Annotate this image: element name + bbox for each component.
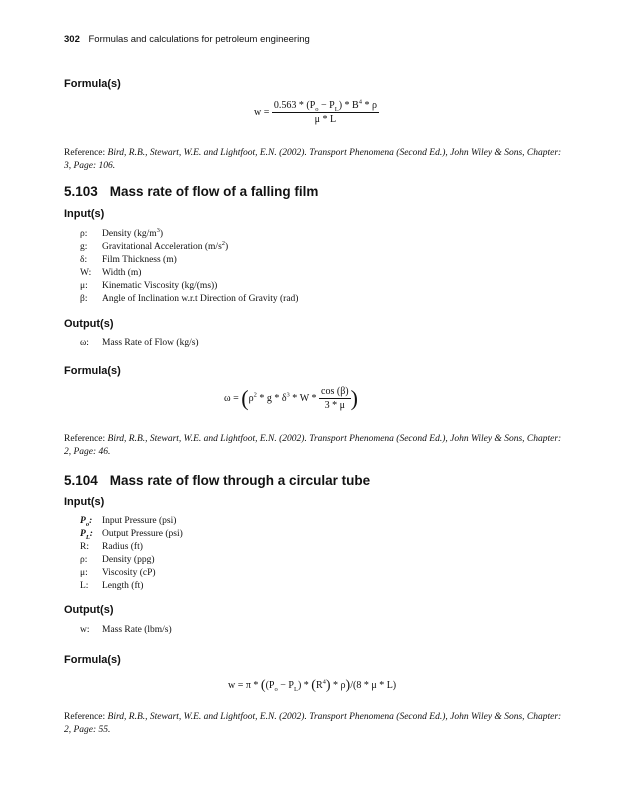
variable-description: Film Thickness (m) [102, 255, 177, 265]
formula-label: Formula(s) [64, 78, 121, 90]
list-item [80, 280, 298, 293]
variable-symbol: ρ: [80, 229, 88, 239]
list-item [80, 254, 298, 267]
list-item [80, 228, 298, 241]
list-item: w: Mass Rate (lbm/s) [80, 625, 172, 635]
variable-description: Radius (ft) [102, 542, 143, 552]
fraction [319, 386, 351, 411]
variable-symbol: W: [80, 268, 92, 278]
fraction [272, 100, 379, 125]
variable-symbol: δ: [80, 255, 88, 265]
reference: Reference: Bird, R.B., Stewart, W.E. and Lightfoot, E.N. (2002). Transport Phenomena (Second Ed.), John Wiley & Sons, Chapter: 2, Page: 55. [64, 712, 562, 735]
list-item [80, 567, 183, 580]
list-item [80, 554, 183, 567]
list-item [80, 293, 298, 306]
variable-description: Length (ft) [102, 581, 144, 591]
inputs-list [80, 515, 183, 593]
outputs-label: Output(s) [64, 604, 114, 616]
variable-symbol: L: [80, 581, 89, 591]
reference: Reference: Bird, R.B., Stewart, W.E. and Lightfoot, E.N. (2002). Transport Phenomena (Second Ed.), John Wiley & Sons, Chapter: 2, Page: 46. [64, 434, 562, 457]
variable-description: Width (m) [102, 268, 142, 278]
list-item [80, 515, 183, 528]
outputs-label: Output(s) [64, 318, 114, 330]
running-header [64, 34, 310, 45]
inputs-label: Input(s) [64, 208, 105, 220]
list-item [80, 267, 298, 280]
denominator: 3 * μ [324, 400, 346, 411]
variable-description: Density (ppg) [102, 555, 155, 565]
variable-description: Gravitational Acceleration $(m/s^2)$ [102, 239, 229, 252]
variable-symbol: $P_o$: [80, 516, 93, 528]
list-item: ω: Mass Rate of Flow (kg/s) [80, 338, 199, 348]
inputs-list [80, 228, 298, 306]
variable-symbol: ρ: [80, 555, 88, 565]
variable-symbol: $P_L$: [80, 529, 93, 541]
formula-falling-film: $\omega = (\rho^2 * g * \delta^3 * W$ * $\frac{\cos (\beta)}{3 * \mu}$ ) [224, 385, 358, 411]
variable-symbol: μ: [80, 281, 88, 291]
formula-label: Formula(s) [64, 654, 121, 666]
page-number: 302 [64, 34, 80, 45]
variable-symbol: β: [80, 294, 88, 304]
section-heading-5-104: 5.104 Mass rate of flow through a circular tube [64, 473, 371, 488]
variable-description: Angle of Inclination w.r.t Direction of Gravity (rad) [102, 294, 299, 304]
list-item [80, 541, 183, 554]
inputs-label: Input(s) [64, 496, 105, 508]
variable-description: Density $(kg/m^3)$ [102, 226, 164, 239]
variable-description: Kinematic Viscosity (kg/(ms)) [102, 281, 218, 291]
outputs-list [80, 337, 199, 350]
variable-symbol: g: [80, 242, 88, 252]
list-item [80, 528, 183, 541]
section-heading-5-103: 5.103 Mass rate of flow of a falling film [64, 184, 319, 199]
numerator: cos (β) [321, 386, 349, 397]
list-item [80, 580, 183, 593]
reference: Reference: Bird, R.B., Stewart, W.E. and Lightfoot, E.N. (2002). Transport Phenomena (Second Ed.), John Wiley & Sons, Chapter: 3, Page: 106. [64, 148, 562, 171]
outputs-list [80, 624, 172, 637]
variable-description: Input Pressure (psi) [102, 516, 177, 526]
formula-mass-rate-slit: w = $\frac{0.563 * (P_o - P_L) * B^4 * \rho}{\mu * L}$ [254, 98, 377, 125]
numerator: $0.563 * (P_o - P_L) * B^4 * \rho$ [273, 98, 377, 113]
variable-symbol: μ: [80, 568, 88, 578]
variable-description: Output Pressure (psi) [102, 529, 183, 539]
denominator: μ * L [314, 114, 337, 125]
list-item [80, 241, 298, 254]
formula-label: Formula(s) [64, 365, 121, 377]
variable-description: Viscosity (cP) [102, 568, 156, 578]
running-title: Formulas and calculations for petroleum engineering [88, 34, 310, 45]
formula-circular-tube: $w = \pi * ((P_o - P_L) * (R^4) * \rho)/(8 * \mu * L)$ [228, 678, 397, 693]
variable-symbol: R: [80, 542, 89, 552]
